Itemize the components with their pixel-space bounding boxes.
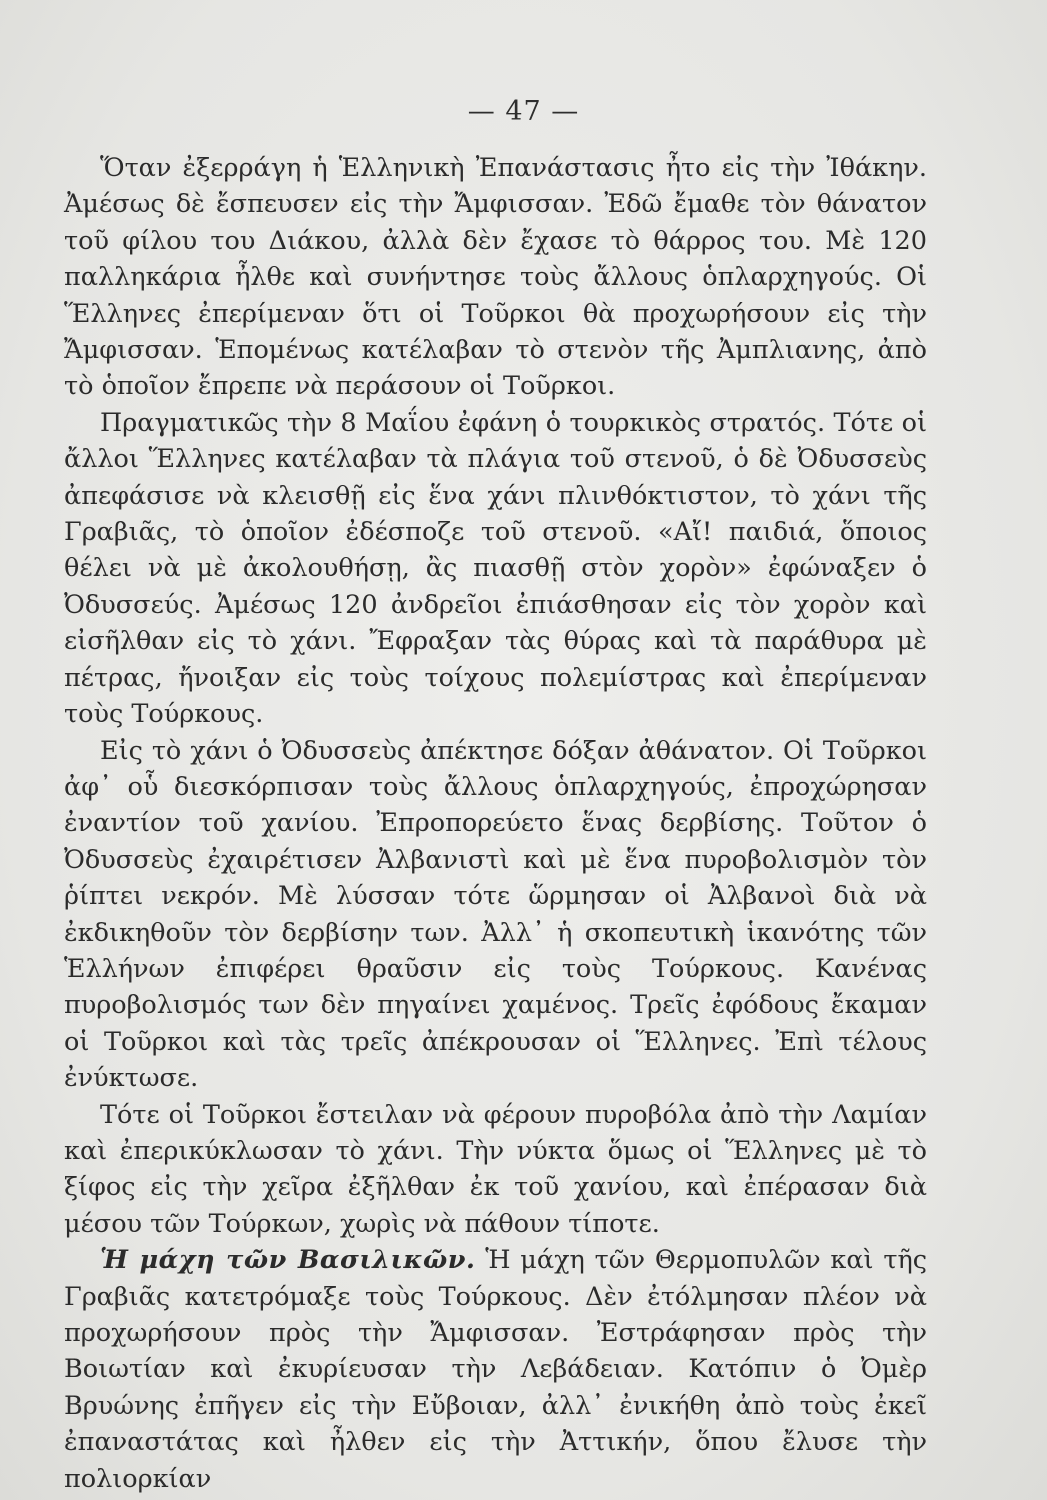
paragraph-2: Πραγματικῶς τὴν 8 Μαΐου ἐφάνη ὁ τουρκικὸς στρατός. Τότε οἱ ἄλλοι Ἕλληνες κατέλαβαν τὰ πλάγια τοῦ στενοῦ, ὁ δὲ Ὀδυσσεὺς ἀπεφάσισε νὰ κλεισθῇ εἰς ἕνα χάνι πλινθόκτιστον, τὸ χάνι τῆς Γραβιᾶς, τὸ ὁποῖον ἐδέσποζε τοῦ στενοῦ. «Αἴ! παιδιά, ὅποιος θέλει νὰ μὲ ἀκολουθήσῃ, ἂς πιασθῇ στὸν χορὸν» ἐφώναξεν ὁ Ὀδυσσεύς. Ἀμέσως 120 ἀνδρεῖοι ἐπιάσθησαν εἰς τὸν χορὸν καὶ εἰσῆλθαν εἰς τὸ χάνι. Ἔφραξαν τὰς θύρας καὶ τὰ παράθυρα μὲ πέτρας, ἤνοιξαν εἰς τοὺς τοίχους πολεμίστρας καὶ ἐπερίμεναν τοὺς Τούρκους. [64, 407, 927, 730]
paragraph-5 [64, 1242, 927, 1497]
text-body [64, 150, 927, 1497]
paragraph-4: Τότε οἱ Τοῦρκοι ἔστειλαν νὰ φέρουν πυροβόλα ἀπὸ τὴν Λαμίαν καὶ ἐπερικύκλωσαν τὸ χάνι. Τὴν νύκτα ὅμως οἱ Ἕλληνες μὲ τὸ ξίφος εἰς τὴν χεῖρα ἐξῆλθαν ἐκ τοῦ χανίου, καὶ ἐπέρασαν διὰ μέσου τῶν Τούρκων, χωρὶς νὰ πάθουν τίποτε. [64, 1099, 927, 1239]
section-heading: Ἡ μάχη τῶν Βασιλικῶν. [100, 1245, 476, 1276]
paragraph-5-text: Ἡ μάχη τῶν Θερμοπυλῶν καὶ τῆς Γραβιᾶς κατετρόμαξε τοὺς Τούρκους. Δὲν ἐτόλμησαν πλέον νὰ προχωρήσουν πρὸς τὴν Ἄμφισσαν. Ἐστράφησαν πρὸς τὴν Βοιωτίαν καὶ ἐκυρίευσαν τὴν Λεβάδειαν. Κατόπιν ὁ Ὀμὲρ Βρυώνης ἐπῆγεν εἰς τὴν Εὔβοιαν, ἀλλ᾿ ἐνικήθη ἀπὸ τοὺς ἐκεῖ ἐπαναστάτας καὶ ἦλθεν εἰς τὴν Ἀττικήν, ὅπου ἔλυσε τὴν πολιορκίαν [64, 1245, 928, 1494]
paragraph-1: Ὅταν ἐξερράγη ἡ Ἑλληνικὴ Ἐπανάστασις ἦτο εἰς τὴν Ἰθάκην. Ἀμέσως δὲ ἔσπευσεν εἰς τὴν Ἄμφισσαν. Ἐδῶ ἔμαθε τὸν θάνατον τοῦ φίλου του Διάκου, ἀλλὰ δὲν ἔχασε τὸ θάρρος του. Μὲ 120 παλληκάρια ἦλθε καὶ συνήντησε τοὺς ἄλλους ὁπλαρχηγούς. Οἱ Ἕλληνες ἐπερίμεναν ὅτι οἱ Τοῦρκοι θὰ προχωρήσουν εἰς τὴν Ἄμφισσαν. Ἑπομένως κατέλαβαν τὸ στενὸν τῆς Ἀμπλιανης, ἀπὸ τὸ ὁποῖον ἔπρεπε νὰ περάσουν οἱ Τοῦρκοι. [64, 153, 927, 402]
page-number: — 47 — [467, 96, 580, 127]
paragraph-3: Εἰς τὸ χάνι ὁ Ὀδυσσεὺς ἀπέκτησε δόξαν ἀθάνατον. Οἱ Τοῦρκοι ἀφ᾿ οὗ διεσκόρπισαν τοὺς ἄλλους ὁπλαρχηγούς, ἐπροχώρησαν ἐναντίον τοῦ χανίου. Ἐπροπορεύετο ἕνας δερβίσης. Τοῦτον ὁ Ὀδυσσεὺς ἐχαιρέτισεν Ἀλβανιστὶ καὶ μὲ ἕνα πυροβολισμὸν τὸν ῥίπτει νεκρόν. Μὲ λύσσαν τότε ὥρμησαν οἱ Ἀλβανοὶ διὰ νὰ ἐκδικηθοῦν τὸν δερβίσην των. Ἀλλ᾿ ἡ σκοπευτικὴ ἱκανότης τῶν Ἑλλήνων ἐπιφέρει θραῦσιν εἰς τοὺς Τούρκους. Κανένας πυροβολισμός των δὲν πηγαίνει χαμένος. Τρεῖς ἐφόδους ἔκαμαν οἱ Τοῦρκοι καὶ τὰς τρεῖς ἀπέκρουσαν οἱ Ἕλληνες. Ἐπὶ τέλους ἐνύκτωσε. [64, 735, 927, 1094]
